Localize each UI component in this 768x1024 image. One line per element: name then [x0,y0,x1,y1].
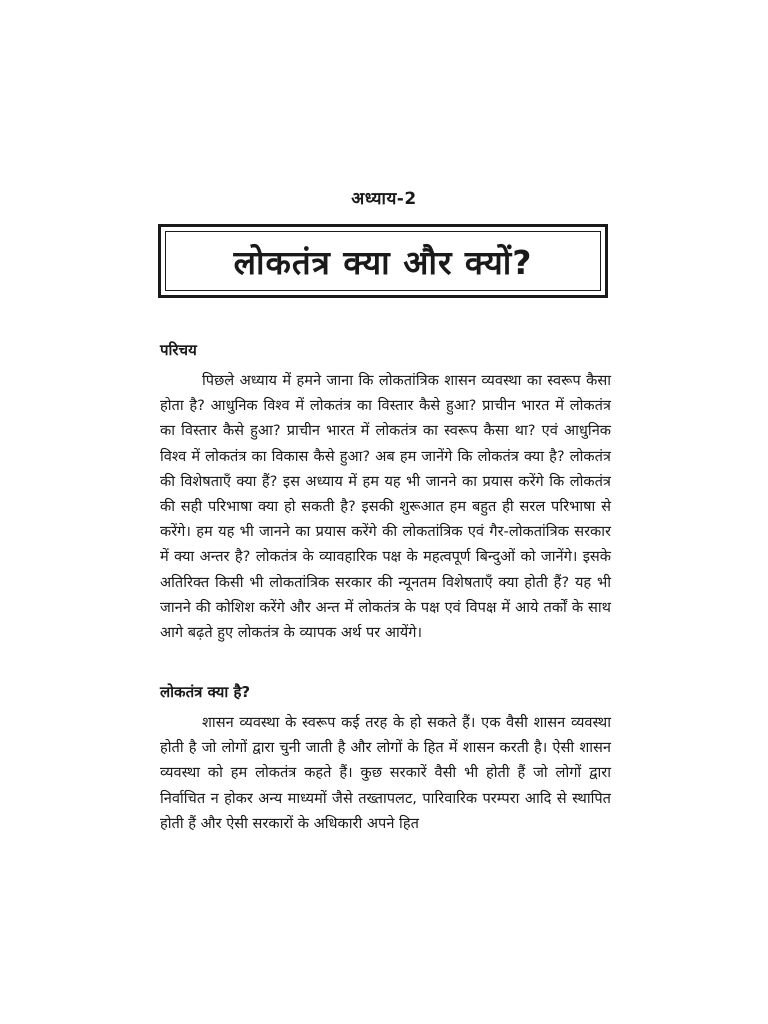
paragraph-introduction: पिछले अध्याय में हमने जाना कि लोकतांत्रिक शासन व्यवस्था का स्वरूप कैसा होता है? आधुनिक विश्व में लोकतंत्र का विस्तार कैसे हुआ? प्राचीन भारत में लोकतंत्र का विस्तार कैसे हुआ? प्राचीन भारत में लोकतंत्र का स्वरूप कैसा था? एवं आधुनिक विश्व में लोकतंत्र का विकास कैसे हुआ? अब हम जानेंगे कि लोकतंत्र क्या है? लोकतंत्र की विशेषताएँ क्या हैं? इस अध्याय में हम यह भी जानने का प्रयास करेंगे कि लोकतंत्र की सही परिभाषा क्या हो सकती है? इसकी शुरूआत हम बहुत ही सरल परिभाषा से करेंगे। हम यह भी जानने का प्रयास करेंगे की लोकतांत्रिक एवं गैर-लोकतांत्रिक सरकार में क्या अन्तर है? लोकतंत्र के व्यावहारिक पक्ष के महत्वपूर्ण बिन्दुओं को जानेंगे। इसके अतिरिक्त किसी भी लोकतांत्रिक सरकार की न्यूनतम विशेषताएँ क्या होती हैं? यह भी जानने की कोशिश करेंगे और अन्त में लोकतंत्र के पक्ष एवं विपक्ष में आये तर्कों के साथ आगे बढ़ते हुए लोकतंत्र के व्यापक अर्थ पर आयेंगे। [160,372,611,642]
section-heading-what-is-democracy: लोकतंत्र क्या है? [160,683,251,701]
chapter-title-frame [158,224,608,298]
chapter-title-inner-frame [165,231,601,291]
chapter-title: लोकतंत्र क्या और क्यों? [233,242,533,282]
chapter-label: अध्याय-2 [351,189,417,209]
section-heading-introduction: परिचय [160,341,197,359]
paragraph-what-is-democracy: शासन व्यवस्था के स्वरूप कई तरह के हो सकते हैं। एक वैसी शासन व्यवस्था होती है जो लोगों द्वारा चुनी जाती है और लोगों के हित में शासन करती है। ऐसी शासन व्यवस्था को हम लोकतंत्र कहते हैं। कुछ सरकारें वैसी भी होती हैं जो लोगों द्वारा निर्वाचित न होकर अन्य माध्यमों जैसे तख्तापलट, पारिवारिक परम्परा आदि से स्थापित होती हैं और ऐसी सरकारों के अधिकारी अपने हित [160,714,611,832]
